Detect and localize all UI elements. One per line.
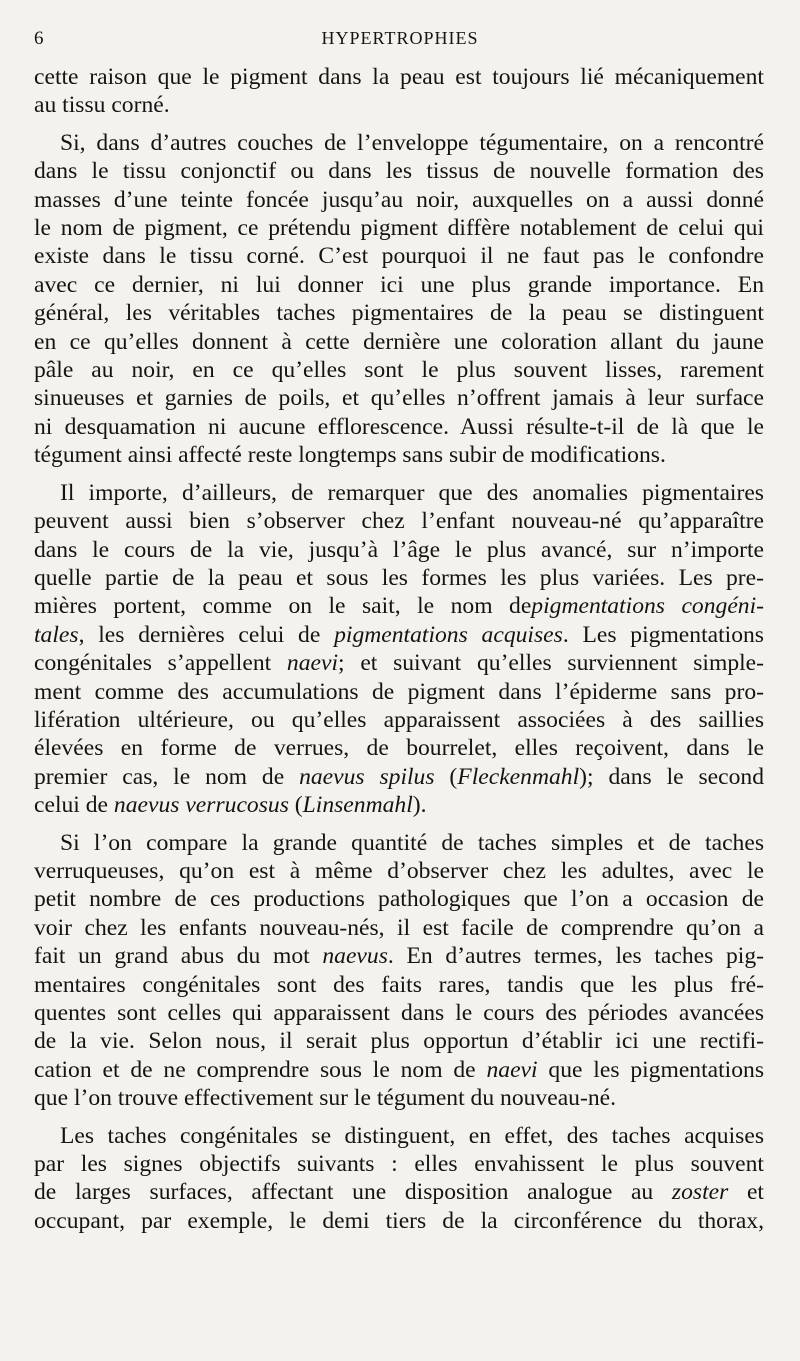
text-line <box>34 857 764 885</box>
italic-term: naevus <box>322 943 388 970</box>
text-run: congénitales s’appellent <box>34 650 287 677</box>
paragraph <box>34 829 764 1113</box>
text-line <box>34 328 764 356</box>
text-line <box>34 91 764 119</box>
text-line <box>34 413 764 441</box>
text-run: existe dans le tissu corné. C’est pourquoi il ne faut pas le confondre <box>34 243 764 270</box>
text-run: avec ce dernier, ni lui donner ici une plus grande importance. En <box>34 271 764 298</box>
paragraph-gap <box>34 120 764 129</box>
body-text <box>34 63 764 1235</box>
text-run: Il importe, d’ailleurs, de remarquer que des anomalies pigmentaires <box>60 479 764 506</box>
text-line <box>34 1122 764 1150</box>
text-run: dans le tissu conjonctif ou dans les tissus de nouvelle formation des <box>34 158 764 185</box>
text-line <box>34 536 764 564</box>
text-run: ( <box>288 792 303 819</box>
text-line <box>34 129 764 157</box>
paragraph-gap <box>34 1113 764 1122</box>
text-line <box>34 564 764 592</box>
text-run: petit nombre de ces productions pathologiques que l’on a occasion de <box>34 886 764 913</box>
text-run: sinueuses et garnies de poils, et qu’elles n’offrent jamais à leur surface <box>34 385 764 412</box>
text-run: en ce qu’elles donnent à cette dernière une coloration allant du jaune <box>34 328 764 355</box>
text-line <box>34 214 764 242</box>
text-run: voir chez les enfants nouveau-nés, il est facile de comprendre qu’on a <box>34 914 764 941</box>
text-run: que l’on trouve effectivement sur le tégument du nouveau-né. <box>34 1085 616 1112</box>
text-run: dans le cours de la vie, jusqu’à l’âge le plus avancé, sur n’importe <box>34 536 764 563</box>
text-run: premier cas, le nom de <box>34 763 300 790</box>
paragraph <box>34 129 764 470</box>
paragraph <box>34 1122 764 1236</box>
text-line <box>34 63 764 91</box>
text-run: mentaires congénitales sont des faits rares, tandis que les plus fré- <box>34 971 764 998</box>
text-run: de la vie. Selon nous, il serait plus opportun d’établir ici une rectifi- <box>34 1028 764 1055</box>
text-run: . En d’autres termes, les taches pig- <box>387 943 764 970</box>
text-line <box>34 356 764 384</box>
italic-term: zoster <box>671 1179 729 1206</box>
text-line <box>34 1150 764 1178</box>
text-line <box>34 942 764 970</box>
text-run: fait un grand abus du mot <box>34 943 323 970</box>
paragraph <box>34 63 764 120</box>
text-line <box>34 621 764 649</box>
italic-term: naevus verrucosus <box>113 792 289 819</box>
text-run: général, les véritables taches pigmentaires de la peau se distinguent <box>34 300 764 327</box>
text-run: cette raison que le pigment dans la peau est toujours lié mécaniquement <box>34 64 764 90</box>
text-run: tégument ainsi affecté reste longtemps sans subir de modifications. <box>34 442 666 469</box>
text-run: élevées en forme de verrues, de bourrelet, elles reçoivent, dans le <box>34 735 764 762</box>
text-line <box>34 885 764 913</box>
text-line <box>34 592 764 620</box>
text-run: Les taches congénitales se distinguent, en effet, des taches acquises <box>60 1122 764 1149</box>
italic-term: Fleckenmahl <box>457 763 580 790</box>
text-line <box>34 763 764 791</box>
text-line <box>34 649 764 677</box>
text-line <box>34 157 764 185</box>
text-run: ; et suivant qu’elles surviennent simple- <box>338 650 764 677</box>
text-run: quentes sont celles qui apparaissent dans le cours des périodes avancées <box>34 1000 764 1026</box>
text-run: Si l’on compare la grande quantité de taches simples et de taches <box>60 829 764 856</box>
text-line <box>34 914 764 942</box>
text-line <box>34 706 764 734</box>
italic-term: pigmentations acquises <box>334 621 563 648</box>
text-run: mières portent, comme on le sait, le nom de <box>34 593 532 620</box>
italic-term: Linsenmahl <box>302 792 413 819</box>
text-line <box>34 271 764 299</box>
text-run: lifération ultérieure, ou qu’elles apparaissent associées à des saillies <box>34 706 764 733</box>
text-run: peuvent aussi bien s’observer chez l’enfant nouveau-né qu’apparaître <box>34 508 764 535</box>
text-line <box>34 242 764 270</box>
text-run: de larges surfaces, affectant une disposition analogue au <box>34 1179 672 1206</box>
text-run: au tissu corné. <box>34 92 170 119</box>
text-run: Si, dans d’autres couches de l’enveloppe tégumentaire, on a rencontré <box>60 129 764 156</box>
text-run: quelle partie de la peau et sous les formes les plus variées. Les pre- <box>34 564 764 591</box>
italic-term: naevi <box>286 650 339 677</box>
text-run: ment comme des accumulations de pigment dans l’épiderme sans pro- <box>34 678 764 705</box>
text-line <box>34 1207 764 1235</box>
text-run: verruqueuses, qu’on est à même d’observer chez les adultes, avec le <box>34 857 764 884</box>
text-run: le nom de pigment, ce prétendu pigment diffère notablement de celui qui <box>34 215 764 242</box>
text-run: ). <box>412 792 427 819</box>
text-run: . Les pigmentations <box>562 621 764 648</box>
text-run: masses d’une teinte foncée jusqu’au noir, auxquelles on a aussi donné <box>34 186 764 213</box>
text-run: celui de <box>34 792 114 819</box>
text-run: cation et de ne comprendre sous le nom de <box>34 1056 487 1083</box>
paragraph-gap <box>34 470 764 479</box>
text-line <box>34 791 764 819</box>
text-run: ni desquamation ni aucune efflorescence. Aussi résulte-t-il de là que le <box>34 413 764 440</box>
paragraph <box>34 479 764 820</box>
text-line <box>34 1178 764 1206</box>
text-line <box>34 734 764 762</box>
text-line <box>34 186 764 214</box>
text-line <box>34 299 764 327</box>
running-title: HYPERTROPHIES <box>321 28 479 48</box>
italic-term: naevi <box>486 1056 538 1083</box>
text-line <box>34 678 764 706</box>
text-line <box>34 479 764 507</box>
italic-term: pigmentations congéni- <box>531 593 764 620</box>
text-run: occupant, par exemple, le demi tiers de la circonférence du thorax, <box>34 1207 764 1234</box>
text-line <box>34 829 764 857</box>
text-run: , les dernières celui de <box>78 621 335 648</box>
text-line <box>34 1056 764 1084</box>
text-run: pâle au noir, en ce qu’elles sont le plus souvent lisses, rarement <box>34 357 764 384</box>
text-run: par les signes objectifs suivants : elles envahissent le plus souvent <box>34 1151 764 1178</box>
text-line <box>34 1084 764 1112</box>
text-run: que les pigmentations <box>537 1056 765 1083</box>
text-run: et <box>728 1179 764 1206</box>
italic-term: naevus spilus <box>299 763 435 790</box>
paragraph-gap <box>34 820 764 829</box>
text-line <box>34 507 764 535</box>
italic-term: tales <box>34 621 79 648</box>
text-line <box>34 384 764 412</box>
page-header <box>30 28 770 56</box>
text-run: ); dans le second <box>579 763 765 790</box>
text-line <box>34 441 764 469</box>
text-run: ( <box>434 763 458 790</box>
text-line <box>34 999 764 1027</box>
text-line <box>34 971 764 999</box>
text-line <box>34 1027 764 1055</box>
page-number: 6 <box>34 28 44 49</box>
